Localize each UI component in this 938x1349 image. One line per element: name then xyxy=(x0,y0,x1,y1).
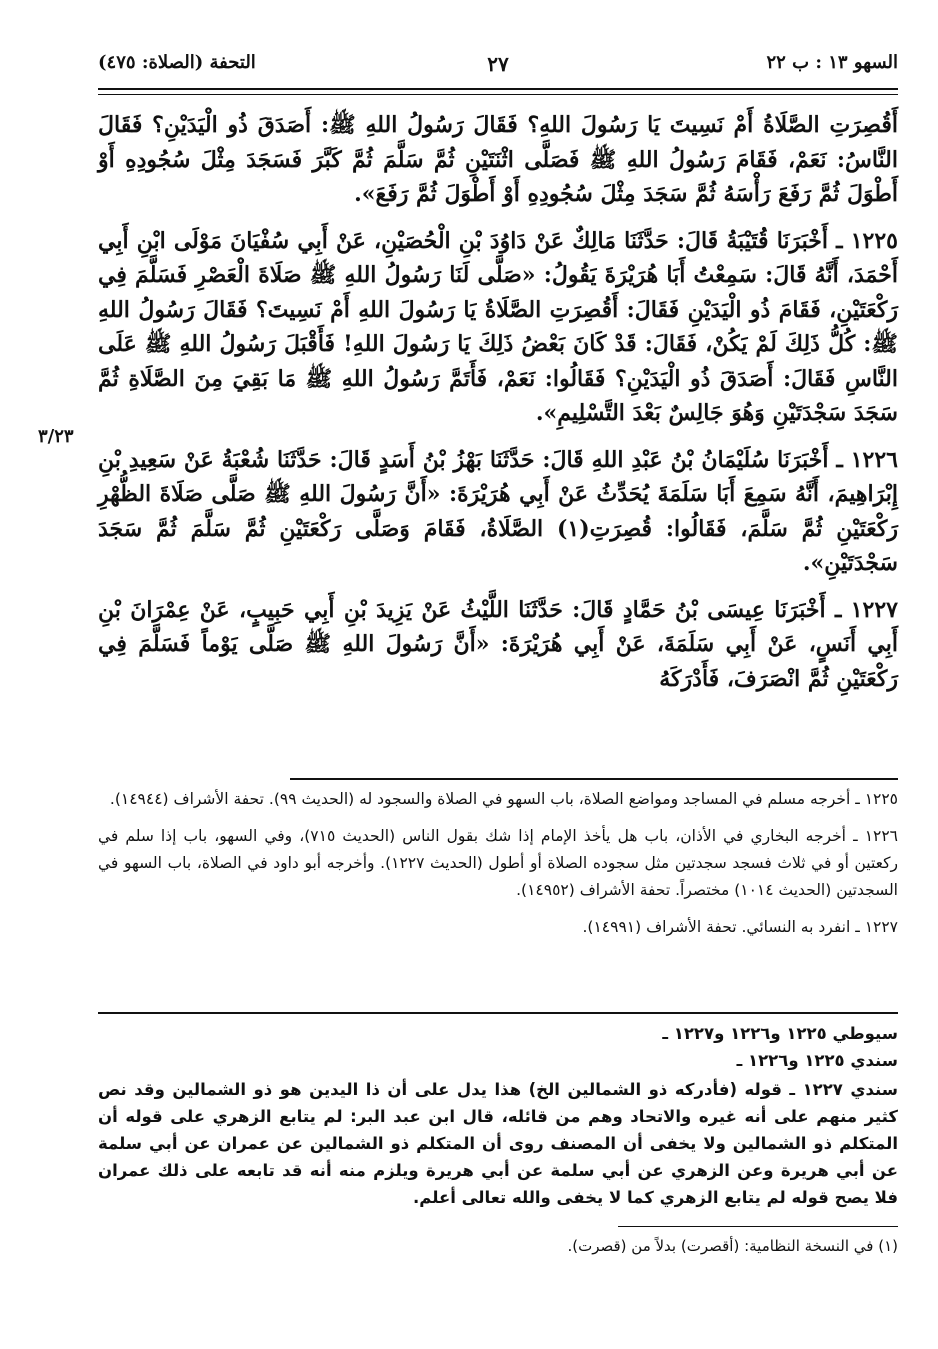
sindi-commentary: سندي ١٢٢٧ ـ قوله (فأدركه ذو الشمالين الخ) هذا يدل على أن ذا اليدين هو ذو الشمالين وقد نص كثير منهم على أنه غيره والاتحاد وهم من قائله، قال ابن عبد البر: لم يتابع الزهري على قوله أن المتكلم ذو الشمالين ولا يخفى أن المصنف روى أن المتكلم ذو الشمالين عن عمران عن أبي سلمة عن أبي هريرة وعن الزهري عن أبي سلمة عن أبي هريرة ويلزم منه أنه قد تابعه على ذلك عمران فلا يصح قوله لم يتابع الزهري كما لا يخفى والله تعالى أعلم. xyxy=(98,1080,898,1207)
hadith-1226: ١٢٢٦ ـ أَخْبَرَنَا سُلَيْمَانُ بْنُ عَبْدِ اللهِ قَالَ: حَدَّثَنَا بَهْزُ بْنُ أَسَدٍ قَالَ: حَدَّثَنَا شُعْبَةُ عَنْ سَعِيدِ بْنِ إِبْرَاهِيمَ، أَنَّهُ سَمِعَ أَبَا سَلَمَةَ يُحَدِّثُ عَنْ أَبِي هُرَيْرَةَ: «أَنَّ رَسُولَ اللهِ ﷺ صَلَّى صَلَاةَ الظُّهْرِ رَكْعَتَيْنِ ثُمَّ سَلَّمَ، فَقَالُوا: قُصِرَتِ(١) الصَّلَاةُ، فَقَامَ وَصَلَّى رَكْعَتَيْنِ ثُمَّ سَلَّمَ ثُمَّ سَجَدَ سَجْدَتَيْنِ». xyxy=(98,446,898,576)
suyuti-ref: سيوطي ١٢٢٥ و١٢٢٦ و١٢٢٧ ـ xyxy=(662,1024,898,1043)
footnote-rule xyxy=(290,778,898,780)
sindi-ref: سندي ١٢٢٥ و١٢٢٦ ـ xyxy=(736,1051,898,1070)
variant-note: (١) في النسخة النظامية: (أقصرت) بدلاً من (قصرت). xyxy=(567,1237,898,1255)
hadith-1225: ١٢٢٥ ـ أَخْبَرَنَا قُتَيْبَةُ قَالَ: حَدَّثَنَا مَالِكٌ عَنْ دَاوُدَ بْنِ الْحُصَيْنِ، عَنْ أَبِي سُفْيَانَ مَوْلَى ابْنِ أَبِي أَحْمَدَ، أَنَّهُ قَالَ: سَمِعْتُ أَبَا هُرَيْرَةَ يَقُولُ: «صَلَّى لَنَا رَسُولُ اللهِ ﷺ صَلَاةَ الْعَصْرِ فَسَلَّمَ فِي رَكْعَتَيْنِ، فَقَامَ ذُو الْيَدَيْنِ فَقَالَ: أَقُصِرَتِ الصَّلَاةُ يَا رَسُولَ اللهِ أَمْ نَسِيتَ؟ فَقَالَ رَسُولُ اللهِ ﷺ: كُلُّ ذَلِكَ لَمْ يَكُنْ، فَقَالَ: قَدْ كَانَ بَعْضُ ذَلِكَ يَا رَسُولَ اللهِ! فَأَقْبَلَ رَسُولُ اللهِ ﷺ عَلَى النَّاسِ فَقَالَ: أَصَدَقَ ذُو الْيَدَيْنِ؟ فَقَالُوا: نَعَمْ، فَأَتَمَّ رَسُولُ اللهِ ﷺ مَا بَقِيَ مِنَ الصَّلَاةِ ثُمَّ سَجَدَ سَجْدَتَيْنِ وَهُوَ جَالِسٌ بَعْدَ التَّسْلِيمِ». xyxy=(98,227,898,426)
commentary-rule xyxy=(98,1012,898,1014)
hadith-1227: ١٢٢٧ ـ أَخْبَرَنَا عِيسَى بْنُ حَمَّادٍ قَالَ: حَدَّثَنَا اللَّيْثُ عَنْ يَزِيدَ بْنِ أَبِي حَبِيبٍ، عَنْ عِمْرَانَ بْنِ أَبِي أَنَسٍ، عَنْ أَبِي سَلَمَةَ، عَنْ أَبِي هُرَيْرَةَ: «أَنَّ رَسُولَ اللهِ ﷺ صَلَّى يَوْماً فَسَلَّمَ فِي رَكْعَتَيْنِ ثُمَّ انْصَرَفَ، فَأَدْرَكَهُ xyxy=(98,596,898,692)
takhrij-footnotes xyxy=(98,786,898,951)
footnote-1226: ١٢٢٦ ـ أخرجه البخاري في الأذان، باب هل يأخذ الإمام إذا شك بقول الناس (الحديث ٧١٥)، وفي السهو، باب إذا سلم في ركعتين أو في ثلاث فسجد سجدتين مثل سجوده الصلاة أو أطول (الحديث ١٢٢٧). وأخرجه أبو داود في الصلاة، باب السهو في السجدتين (الحديث ١٠١٤) مختصراً. تحفة الأشراف (١٤٩٥٢). xyxy=(98,827,899,899)
footnote-1227: ١٢٢٧ ـ انفرد به النسائي. تحفة الأشراف (١٤٩٩١). xyxy=(582,918,898,936)
commentary-section xyxy=(98,1020,898,1211)
footnote-1225: ١٢٢٥ ـ أخرجه مسلم في المساجد ومواضع الصلاة، باب السهو في الصلاة والسجود له (الحديث ٩٩). تحفة الأشراف (١٤٩٤٤). xyxy=(109,790,898,808)
header-rule-thin xyxy=(98,94,898,95)
hadith-continuation: أَقُصِرَتِ الصَّلَاةُ أَمْ نَسِيتَ يَا رَسُولَ اللهِ؟ فَقَالَ رَسُولُ اللهِ ﷺ: أَصَدَقَ ذُو الْيَدَيْنِ؟ فَقَالَ النَّاسُ: نَعَمْ، فَقَامَ رَسُولُ اللهِ ﷺ فَصَلَّى اثْنَتَيْنِ ثُمَّ سَلَّمَ ثُمَّ كَبَّرَ فَسَجَدَ مِثْلَ سُجُودِهِ أَوْ أَطْوَلَ ثُمَّ رَفَعَ رَأْسَهُ ثُمَّ سَجَدَ مِثْلَ سُجُودِهِ أَوْ أَطْوَلَ ثُمَّ رَفَعَ». xyxy=(98,112,898,207)
header-chapter-ref: السهو ١٣ : ب ٢٢ xyxy=(766,52,898,73)
margin-volume-ref: ٣/٢٣ xyxy=(38,426,74,447)
main-text xyxy=(98,108,898,708)
header-tuhfa-ref: التحفة (الصلاة: ٤٧٥) xyxy=(98,52,256,73)
header-rule xyxy=(98,88,898,90)
variant-note-rule xyxy=(618,1226,898,1227)
page-header xyxy=(98,52,898,82)
page-number: ٢٧ xyxy=(487,52,509,76)
